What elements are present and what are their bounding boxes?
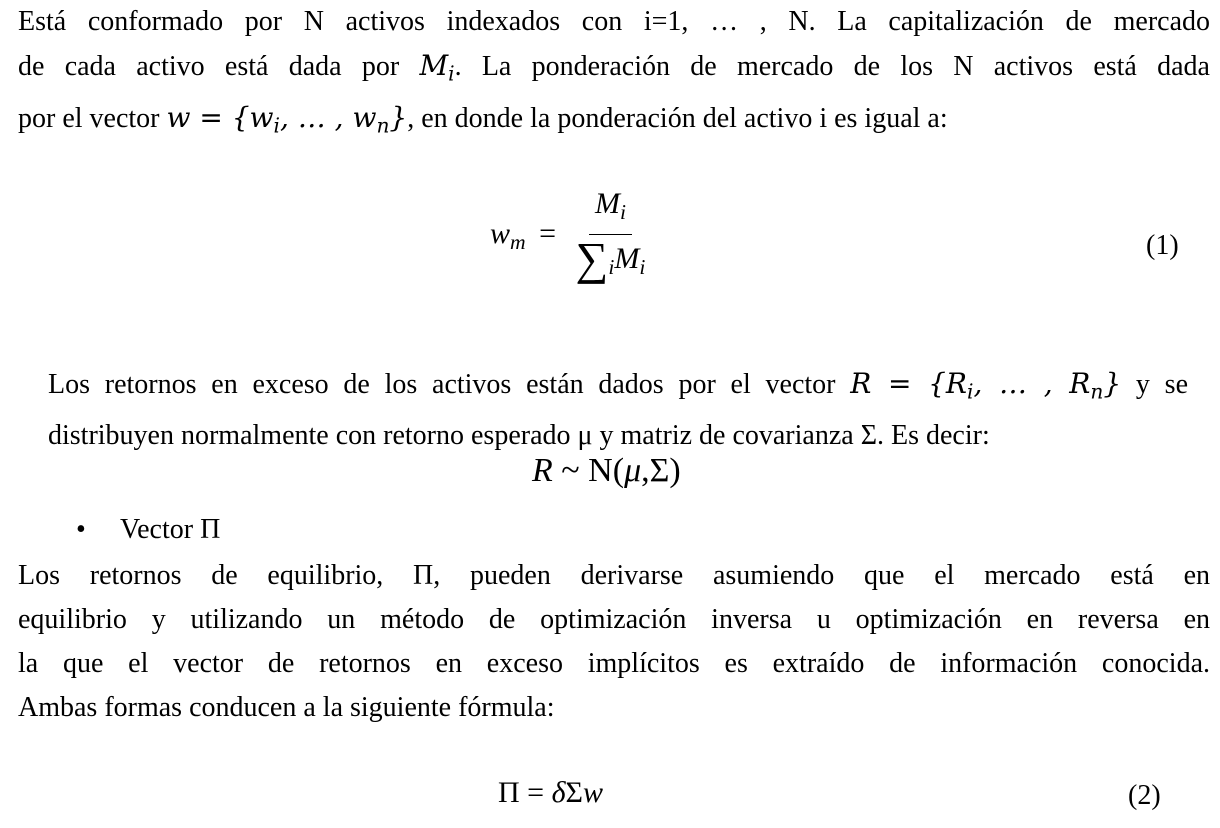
eq1-numerator: [589, 184, 632, 235]
paragraph-returns: [48, 362, 1188, 458]
math-subscript: m: [510, 230, 526, 255]
math-symbol: w: [583, 776, 604, 809]
math-subscript: n: [376, 113, 390, 138]
math-symbol: Π: [498, 776, 520, 809]
paragraph-intro-line-2: [18, 44, 1210, 96]
math-symbol: w = {w: [166, 100, 274, 134]
eq1-fraction: [570, 184, 652, 289]
paragraph-equilibrium-line-4: Ambas formas conducen a la siguiente fórmula:: [18, 692, 555, 723]
math-M: [419, 49, 455, 86]
sum-symbol: ∑: [575, 233, 609, 285]
eq1-denominator: [570, 235, 652, 289]
paragraph-intro-line-3: [18, 96, 1210, 148]
paragraph-returns-line-1: [48, 362, 1188, 414]
math-subscript: i: [639, 255, 646, 280]
text-run: Los retornos en exceso de los activos están dados por el vector: [48, 369, 851, 400]
math-R-vector: [850, 367, 1122, 404]
math-symbol: M: [614, 242, 640, 276]
text-run: por el vector: [18, 102, 167, 134]
math-subscript: i: [448, 61, 455, 86]
math-subscript: i: [608, 255, 615, 280]
text-run: . La ponderación de mercado de los N activos está dada: [454, 51, 1210, 82]
math-subscript: i: [967, 379, 974, 404]
math-symbol: Σ: [565, 776, 584, 809]
paragraph-equilibrium: [18, 554, 1210, 730]
bullet-icon: •: [76, 514, 86, 545]
eq1-equals: =: [539, 217, 557, 251]
math-symbol: }: [389, 100, 408, 134]
paragraph-equilibrium-line-3: la que el vector de retornos en exceso implícitos es extraído de información conocida.: [18, 648, 1210, 679]
math-symbol: , … , R: [973, 367, 1091, 400]
text-run: , en donde la ponderación del activo i es igual a:: [407, 102, 948, 134]
math-subscript: i: [273, 113, 280, 138]
math-symbol: μ: [624, 452, 642, 489]
math-symbol: M: [594, 187, 620, 220]
bullet-label: Vector Π: [120, 514, 221, 545]
paragraph-equilibrium-line-1: Los retornos de equilibrio, Π, pueden derivarse asumiendo que el mercado está en: [18, 560, 1210, 591]
math-symbol: ~ N(: [552, 452, 625, 489]
math-symbol: R = {R: [850, 367, 968, 400]
eq2-equals: =: [519, 776, 552, 809]
math-symbol: R: [532, 452, 553, 489]
math-symbol: }: [1103, 367, 1122, 400]
equation-2: [498, 776, 603, 810]
bullet-vector-pi: [76, 508, 220, 552]
text-run: de cada activo está dada por: [18, 51, 420, 82]
paragraph-intro: [18, 0, 1210, 147]
math-w-vector: [166, 100, 408, 138]
math-symbol: δ: [551, 776, 566, 809]
eq1-lhs: [490, 217, 526, 255]
equation-1-number: (1): [1146, 230, 1179, 261]
math-symbol: w: [490, 217, 511, 251]
math-symbol: , … , w: [279, 100, 377, 134]
equation-distribution: [532, 452, 681, 490]
text-run: y se: [1121, 369, 1189, 400]
paragraph-returns-line-2: distribuyen normalmente con retorno esperado μ y matriz de covarianza Σ. Es decir:: [48, 419, 990, 451]
equation-1: [490, 184, 651, 289]
math-subscript: n: [1090, 379, 1104, 404]
paragraph-intro-line-1: Está conformado por N activos indexados con i=1, … , N. La capitalización de mercado: [18, 6, 1210, 37]
math-symbol: M: [419, 49, 449, 82]
paragraph-equilibrium-line-2: equilibrio y utilizando un método de optimización inversa u optimización en reversa en: [18, 604, 1210, 635]
equation-2-number: (2): [1128, 780, 1161, 811]
math-symbol: ,Σ): [641, 452, 681, 489]
math-subscript: i: [619, 200, 626, 225]
